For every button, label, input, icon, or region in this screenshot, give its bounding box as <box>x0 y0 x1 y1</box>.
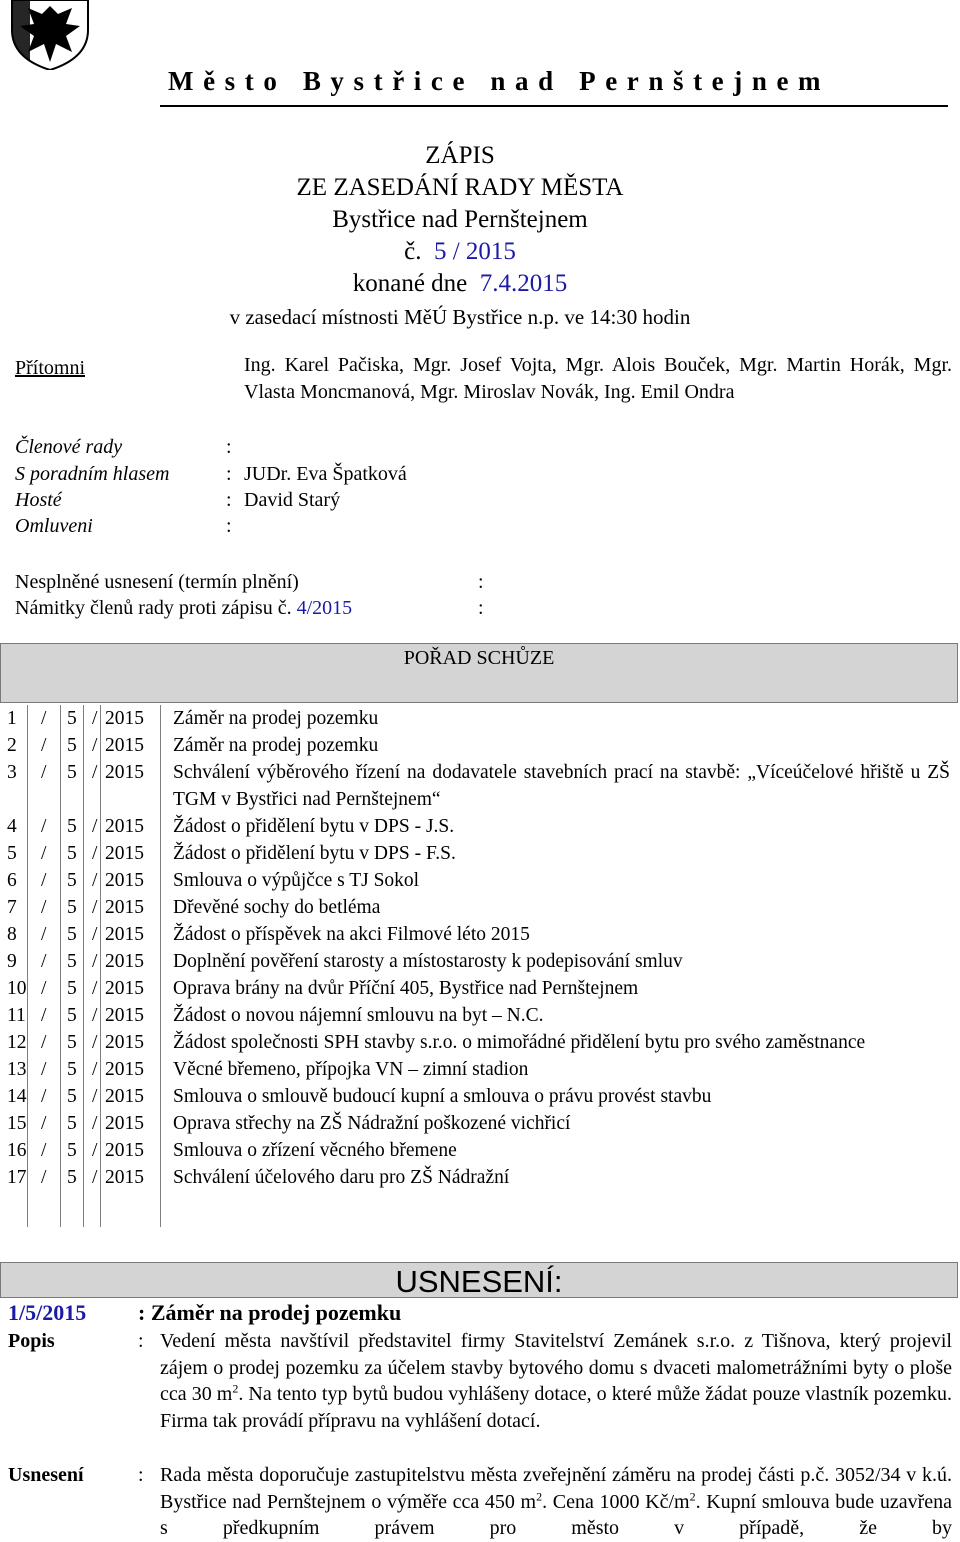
session-date: 7.4.2015 <box>479 270 568 297</box>
resolution-subject: : Záměr na prodej pozemku <box>138 1300 402 1325</box>
unfulfilled-resolutions-label: Nesplněné usnesení (termín plnění) <box>15 571 299 593</box>
agenda-item: 10 / 5 / 2015 Oprava brány na dvůr Příční 405, Bystřice nad Pernštejnem <box>0 975 960 1002</box>
agenda-item: 11 / 5 / 2015 Žádost o novou nájemní smlouvu na byt – N.C. <box>0 1002 960 1029</box>
resolution-number: 1/5/2015 <box>8 1300 87 1325</box>
guests-colon: : <box>226 489 232 511</box>
session-number: 5 / 2015 <box>433 238 516 265</box>
agenda-item: 6 / 5 / 2015 Smlouva o výpůjčce s TJ Sokol <box>0 867 960 894</box>
objections-colon: : <box>478 597 484 619</box>
agenda-item: 3 / 5 / 2015 Schválení výběrového řízení na dodavatele stavebních prací na stavbě: „Víceúčelové hřiště u ZŠ TGM v Bystřici nad Pernštejnem“ <box>0 759 960 813</box>
doc-number: č. 5 / 2015 <box>404 238 516 265</box>
agenda-item-text: Záměr na prodej pozemku <box>173 735 379 756</box>
agenda-item-text: Záměr na prodej pozemku <box>173 708 379 729</box>
agenda-item-text: Smlouva o zřízení věcného břemene <box>173 1140 457 1161</box>
council-members-label: Členové rady <box>15 436 123 458</box>
present-label: Přítomni <box>15 357 86 379</box>
town-name: Město Bystřice nad Pernštejnem <box>168 66 831 96</box>
description-colon: : <box>138 1330 144 1352</box>
excused-label: Omluveni <box>15 515 93 537</box>
agenda-list <box>0 705 960 1191</box>
agenda-item-text: Smlouva o výpůjčce s TJ Sokol <box>173 870 420 891</box>
description-label: Popis <box>8 1330 55 1352</box>
present-value: Ing. Karel Pačiska, Mgr. Josef Vojta, Mgr. Alois Bouček, Mgr. Martin Horák, Mgr. Vlasta Moncmanová, Mgr. Miroslav Novák, Ing. Emil Ondra <box>244 354 952 403</box>
agenda-item: 1 / 5 / 2015 Záměr na prodej pozemku <box>0 705 960 732</box>
guests-label: Hosté <box>15 489 62 511</box>
advisory-colon: : <box>226 463 232 485</box>
resolution-heading: USNESENÍ: <box>395 1264 563 1299</box>
unfulfilled-resolutions-colon: : <box>478 571 484 593</box>
coat-of-arms-icon <box>0 0 100 70</box>
agenda-item: 17 / 5 / 2015 Schválení účelového daru pro ZŠ Nádražní <box>0 1164 960 1191</box>
header-rule <box>160 105 948 107</box>
agenda-item: 16 / 5 / 2015 Smlouva o zřízení věcného břemene <box>0 1137 960 1164</box>
guests-value: David Starý <box>244 489 341 511</box>
agenda-item-text: Oprava střechy na ZŠ Nádražní poškozené vichřicí <box>173 1113 571 1134</box>
agenda-item: 8 / 5 / 2015 Žádost o příspěvek na akci Filmové léto 2015 <box>0 921 960 948</box>
agenda-item-text: Žádost o přidělení bytu v DPS - J.S. <box>173 816 455 837</box>
agenda-item-text: Smlouva o smlouvě budoucí kupní a smlouva o právu provést stavbu <box>173 1086 712 1107</box>
agenda-item: 12 / 5 / 2015 Žádost společnosti SPH stavby s.r.o. o mimořádné přidělení bytu pro svého zaměstnance <box>0 1029 960 1056</box>
objections-label: Námitky členů rady proti zápisu č. 4/2015 <box>15 597 353 619</box>
agenda-item-text: Žádost společnosti SPH stavby s.r.o. o mimořádné přidělení bytu pro svého zaměstnance <box>173 1032 866 1053</box>
agenda-item: 4 / 5 / 2015 Žádost o přidělení bytu v DPS - J.S. <box>0 813 960 840</box>
agenda-item-text: Doplnění pověření starosty a místostarosty k podepisování smluv <box>173 951 683 972</box>
agenda-item-text: Žádost o příspěvek na akci Filmové léto 2015 <box>173 924 530 945</box>
agenda-item: 15 / 5 / 2015 Oprava střechy na ZŠ Nádražní poškozené vichřicí <box>0 1110 960 1137</box>
agenda-item-text: Schválení výběrového řízení na dodavatele stavebních prací na stavbě: „Víceúčelové hřiště u ZŠ TGM v Bystřici nad Pernštejnem“ <box>173 762 950 810</box>
resolution-colon: : <box>138 1464 144 1486</box>
council-members-colon: : <box>226 436 232 458</box>
agenda-item: 7 / 5 / 2015 Dřevěné sochy do betléma <box>0 894 960 921</box>
agenda-title: POŘAD SCHŮZE <box>403 647 555 669</box>
agenda-item: 13 / 5 / 2015 Věcné břemeno, přípojka VN – zimní stadion <box>0 1056 960 1083</box>
previous-minutes-number: 4/2015 <box>296 597 353 619</box>
description-text: Vedení města navštívil představitel firmy Stavitelství Zemánek s.r.o. z Tišnova, který projevil zájem o prodej pozemku za účelem stavby bytového domu s dvaceti malometrážními byty o ploše cca 30 $m^2$. Na tento typ bytů budou vyhlášeny dotace, o které může žádat pouze vlastník pozemku. Firma tak provádí přípravu na vyhlášení dotací. <box>160 1330 952 1432</box>
agenda-item-text: Dřevěné sochy do betléma <box>173 897 381 918</box>
agenda-item: 2 / 5 / 2015 Záměr na prodej pozemku <box>0 732 960 759</box>
resolution-text: Rada města doporučuje zastupitelstvu města zveřejnění záměru na prodej části p.č. 3052/34 v k.ú. Bystřice nad Pernštejnem o výměře cca 450 $m^2$. Cena 1000 $Kč/m^2$. Kupní smlouva bude uzavřena s předkupním právem pro město v případě, že by <box>160 1464 952 1539</box>
agenda-item: 5 / 5 / 2015 Žádost o přidělení bytu v DPS - F.S. <box>0 840 960 867</box>
agenda-item-text: Žádost o přidělení bytu v DPS - F.S. <box>173 843 456 864</box>
doc-title: ZÁPIS <box>425 142 495 169</box>
excused-colon: : <box>226 515 232 537</box>
doc-town: Bystřice nad Pernštejnem <box>332 206 588 233</box>
agenda-item: 9 / 5 / 2015 Doplnění pověření starosty a místostarosty k podepisování smluv <box>0 948 960 975</box>
resolution-label: Usnesení <box>8 1464 84 1486</box>
agenda-item-text: Oprava brány na dvůr Příční 405, Bystřice nad Pernštejnem <box>173 978 639 999</box>
advisory-label: S poradním hlasem <box>15 463 170 485</box>
agenda-item-text: Schválení účelového daru pro ZŠ Nádražní <box>173 1167 510 1188</box>
doc-date: konané dne 7.4.2015 <box>352 270 568 297</box>
agenda-item-text: Věcné břemeno, přípojka VN – zimní stadion <box>173 1059 529 1080</box>
agenda-item: 14 / 5 / 2015 Smlouva o smlouvě budoucí kupní a smlouva o právu provést stavbu <box>0 1083 960 1110</box>
agenda-item-text: Žádost o novou nájemní smlouvu na byt – N.C. <box>173 1005 544 1026</box>
doc-subtitle: ZE ZASEDÁNÍ RADY MĚSTA <box>296 174 624 201</box>
advisory-value: JUDr. Eva Špatková <box>244 463 407 485</box>
doc-location: v zasedací místnosti MěÚ Bystřice n.p. ve 14:30 hodin <box>229 305 691 329</box>
